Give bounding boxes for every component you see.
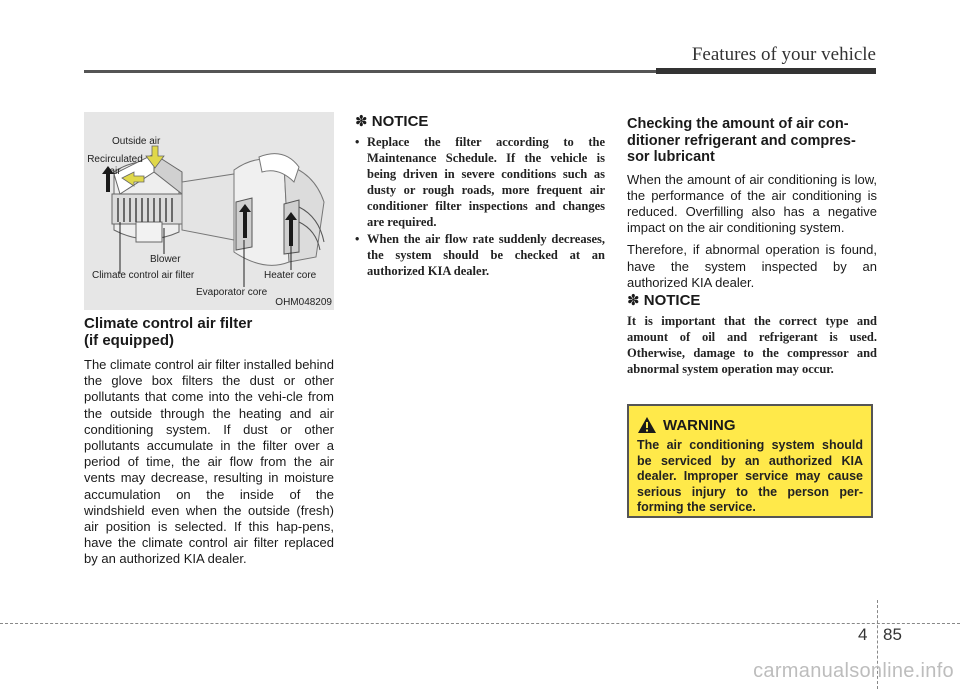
- left-column: [84, 315, 334, 568]
- label-outside-air: Outside air: [112, 136, 161, 147]
- notice-title: ✽ NOTICE: [355, 113, 429, 130]
- notice-body-2: It is important that the correct type and amount of oil and refrigerant is used. Otherwise, damage to the compressor and abnormal system operation may occur.: [627, 314, 877, 377]
- filter-body: The climate control air filter installed behind the glove box filters the dust or other pollutants that come into the vehi-cle from the outside through the heating and air conditioning system. If dust or other pollutants accumulate in the filter over a period of time, the air flow from the air vents may decrease, resulting in moisture accumulation on the inside of the windshield even when the outside (fresh) air position is selected. If this hap-pens, have the climate control air filter replaced by an authorized KIA dealer.: [84, 357, 335, 567]
- warning-header: [637, 416, 863, 434]
- label-recirculated-air: Recirculated air: [87, 154, 143, 177]
- footer-divider: [0, 623, 960, 624]
- watermark: carmanualsonline.info: [753, 660, 954, 682]
- hvac-diagram-figure: [84, 112, 334, 310]
- notice-block-2: [627, 291, 877, 377]
- filter-heading-line2: (if equipped): [84, 332, 174, 349]
- notice-list: [355, 134, 605, 279]
- warning-box: [627, 404, 873, 518]
- refrigerant-heading: Checking the amount of air con-ditioner refrigerant and compres-sor lubricant: [627, 116, 856, 165]
- warning-triangle-icon: [637, 416, 657, 434]
- header-rule-accent: [656, 68, 876, 74]
- label-blower: Blower: [150, 254, 181, 265]
- figure-code: OHM048209: [275, 297, 332, 308]
- right-column: [627, 116, 877, 291]
- warning-title: WARNING: [663, 416, 736, 434]
- label-filter: Climate control air filter: [92, 270, 195, 281]
- filter-heading: [84, 315, 334, 349]
- chapter-number: 4: [858, 625, 868, 644]
- header-section-title: Features of your vehicle: [691, 44, 876, 65]
- notice-title-2: ✽ NOTICE: [627, 292, 701, 309]
- notice-item: • Replace the filter according to the Maintenance Schedule. If the vehicle is being driven in severe conditions such as dusty or rough roads, more frequent air conditioner filter inspections and changes are required.: [355, 134, 605, 231]
- label-heater-core: Heater core: [264, 270, 317, 281]
- refrigerant-para1: When the amount of air conditioning is low, the performance of the air conditioning is reduced. Overfilling also has a negative impact on the air conditioning system.: [627, 171, 877, 236]
- label-evaporator-core: Evaporator core: [196, 287, 268, 298]
- warning-text: The air conditioning system should be serviced by an authorized KIA dealer. Improper service may cause serious injury to the person per-forming the service.: [637, 438, 863, 515]
- refrigerant-para2: Therefore, if abnormal operation is found, have the system inspected by an authorized KIA dealer.: [627, 242, 877, 290]
- filter-heading-line1: Climate control air filter: [84, 315, 253, 332]
- notice-item: • When the air flow rate suddenly decreases, the system should be checked at an authorized KIA dealer.: [355, 231, 605, 279]
- middle-column: [355, 112, 605, 279]
- page-number: 85: [883, 625, 902, 644]
